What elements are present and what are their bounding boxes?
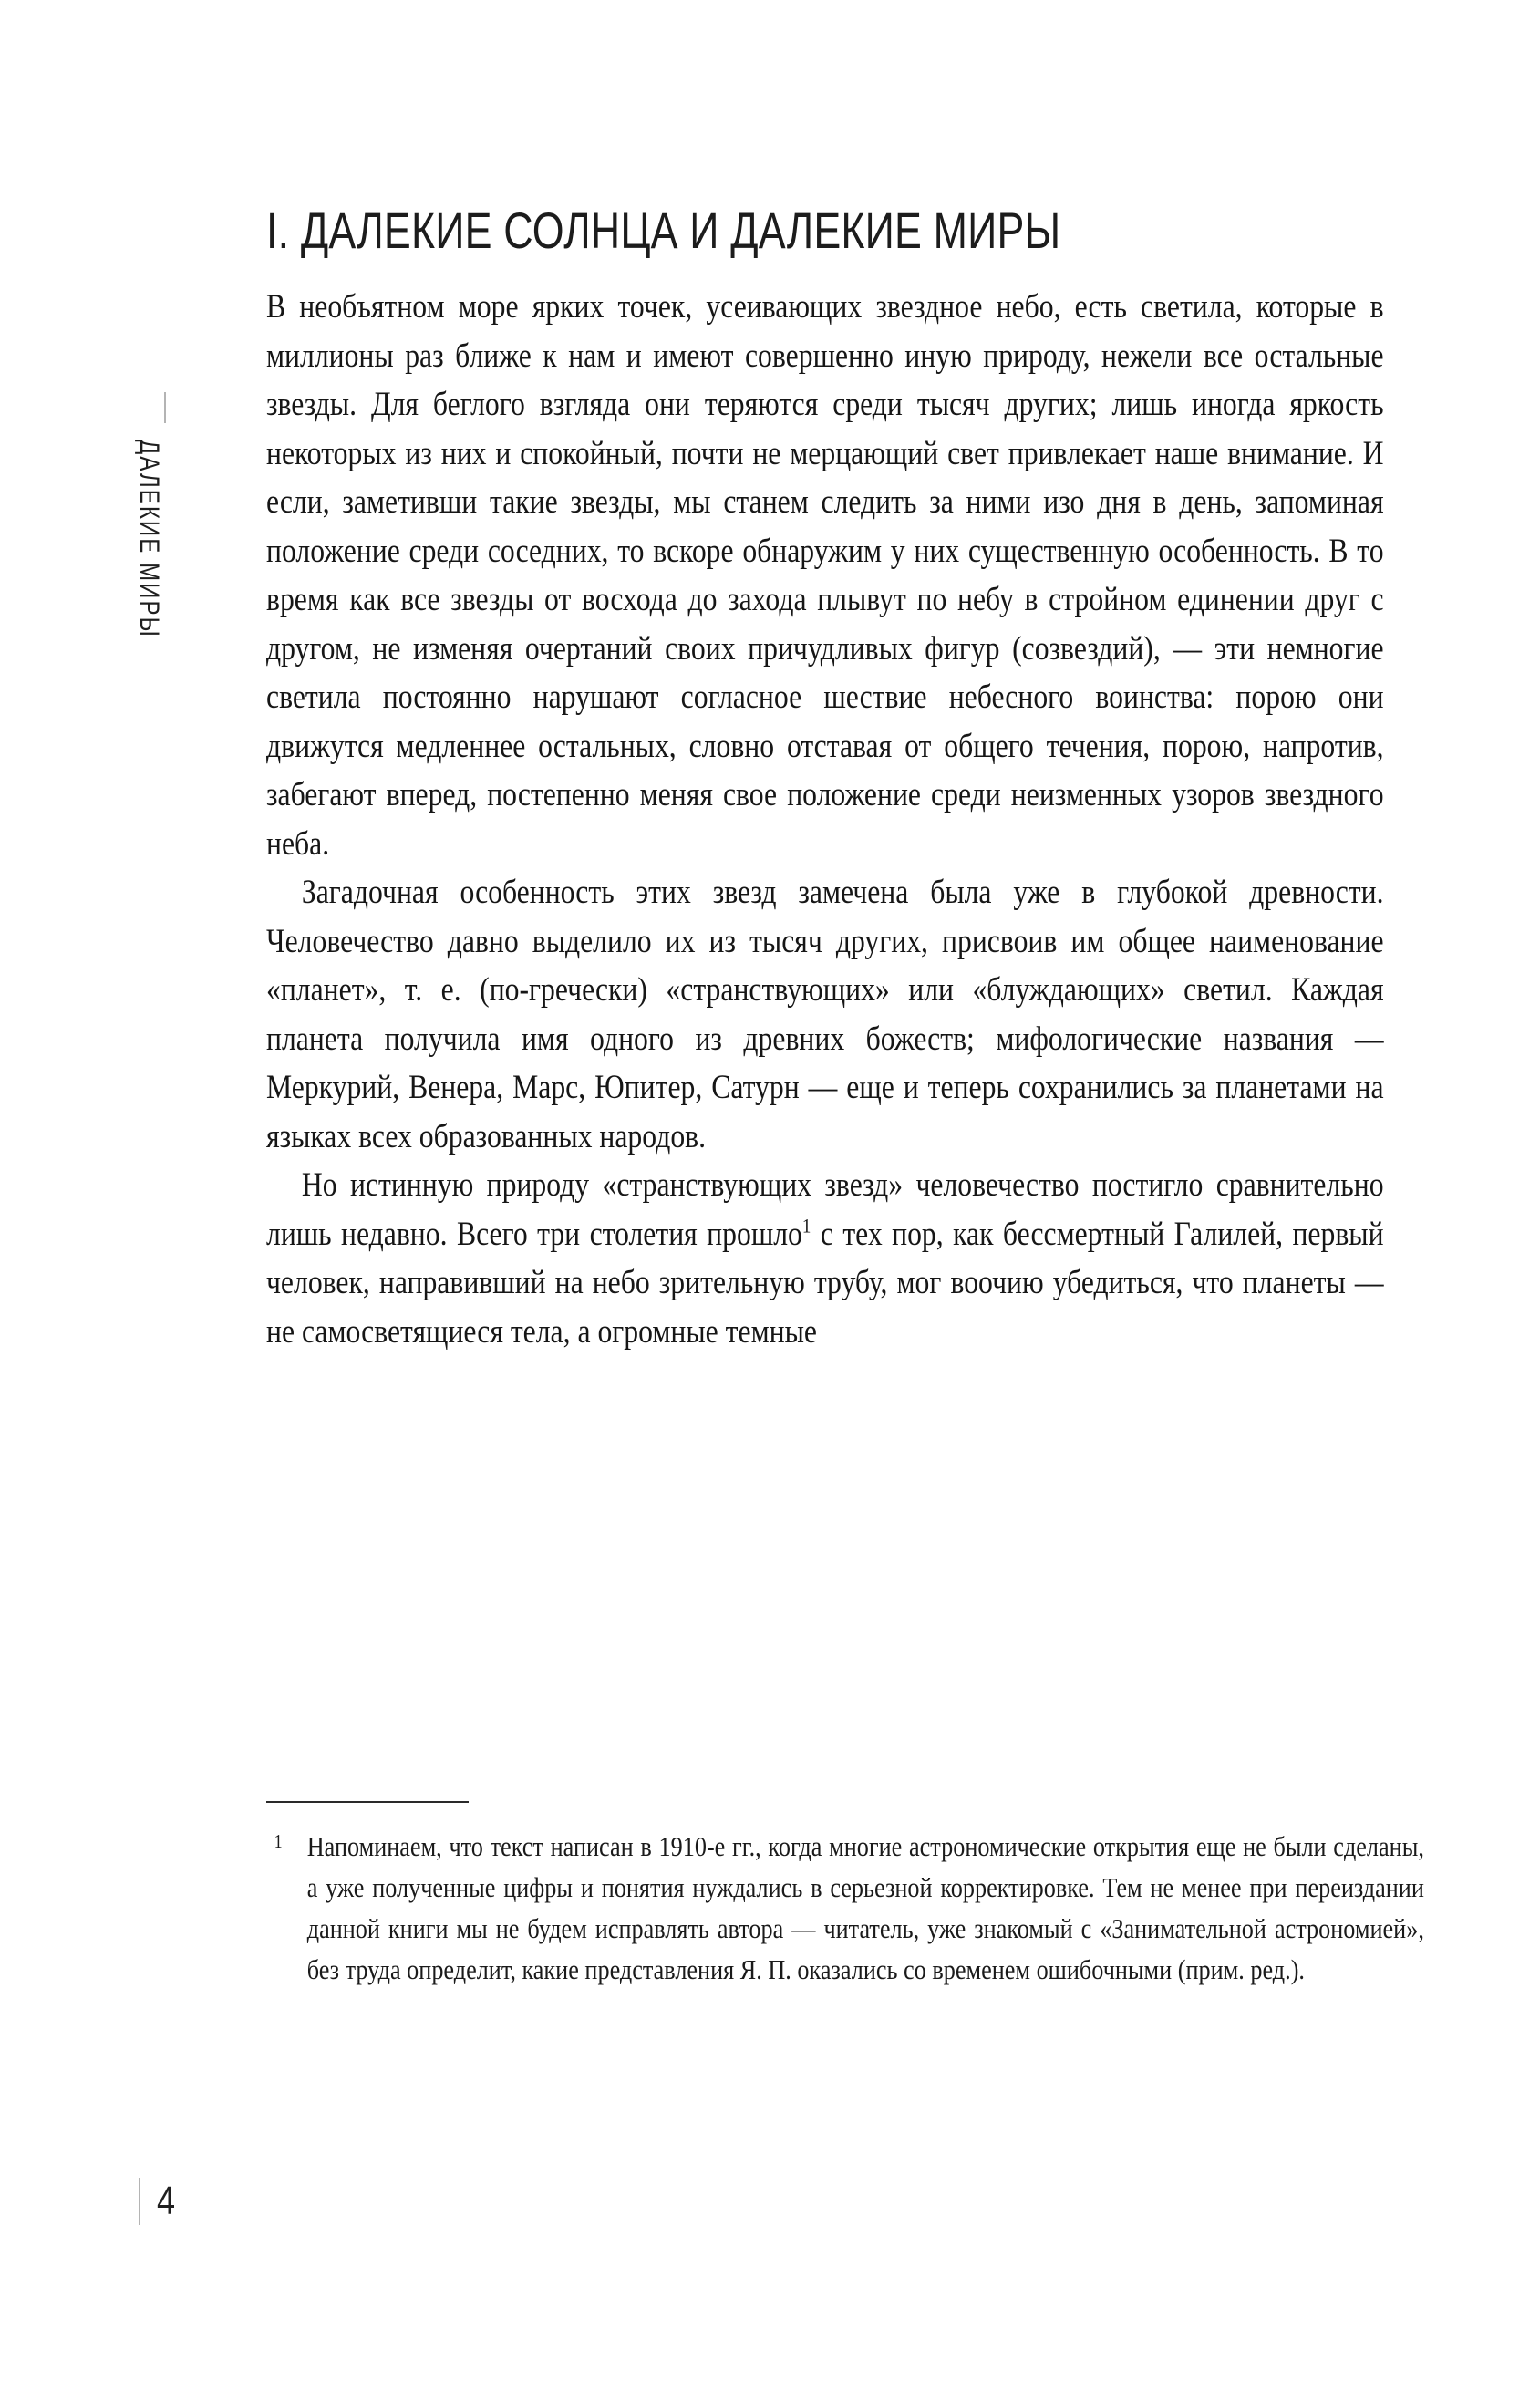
footnote-text: Напоминаем, что текст написан в 1910-е гг., когда многие астрономические открытия еще не были сделаны, а уже полученные цифры и понятия нуждались в серьезной корректировке. Тем не менее при переиздании данной книги мы не будем исправлять автора — читатель, уже знакомый с «Занимательной астрономией», без труда определит, какие представления Я. П. оказались со временем ошибочными (прим. ред.). [306,1831,1424,1985]
footnote-reference-marker[interactable]: 1 [801,1214,811,1237]
body-paragraph-2: Загадочная особенность этих звезд замечена была уже в глубокой древности. Человечество давно выделило их из тысяч других, присвоив им общее наименование «планет», т. е. (по-гречески) «странствующих» или «блуждающих» светил. Каждая планета получила имя одного из древних божеств; мифологические названия — Меркурий, Венера, Марс, Юпитер, Сатурн — еще и теперь сохранились за планетами на языках всех образованных народов. [266,874,1384,1155]
page-number: 4 [157,2179,176,2223]
paragraph-text-before-footnote: Но истинную природу «странствующих звезд» человечество постигло сравнительно лишь недавно. Всего три столетия прошло [266,1166,1384,1253]
chapter-title: I. ДАЛЕКИЕ СОЛНЦА И ДАЛЕКИЕ МИРЫ [266,201,1061,259]
footnote-entry [266,1827,1424,1991]
running-head [134,392,191,903]
paragraph-text-after-footnote: с тех пор, как бессмертный Галилей, первый человек, направивший на небо зрительную трубу, мог воочию убедиться, что планеты — не самосветящиеся тела, а огромные темные [266,1215,1384,1351]
running-head-rule [164,392,166,423]
body-column [266,283,1384,1356]
footnote-number: 1 [274,1830,283,1852]
body-paragraph-1: В необъятном море ярких точек, усеивающих звездное небо, есть светила, которые в миллионы раз ближе к нам и имеют совершенно иную природу, нежели все остальные звезды. Для беглого взгляда они теряются среди тысяч других; лишь иногда яркость некоторых из них и спокойный, почти не мерцающий свет привлекает наше внимание. И если, заметивши такие звезды, мы станем следить за ними изо дня в день, запоминая положение среди соседних, то вскоре обнаружим у них существенную особенность. В то время как все звезды от восхода до захода плывут по небу в стройном единении друг с другом, не изменяя очертаний своих причудливых фигур (созвездий), — эти немногие светила постоянно нарушают согласное шествие небесного воинства: порою они движутся медленнее остальных, словно отставая от общего течения, порою, напротив, забегают вперед, постепенно меняя свое положение среди неизменных узоров звездного неба. [266,288,1384,863]
folio-rule [139,2178,140,2225]
footnote-separator-rule [266,1801,469,1803]
footnote-block [266,1801,1424,1991]
body-paragraph-3 [266,1161,1384,1356]
running-head-label: ДАЛЕКИЕ МИРЫ [134,440,164,638]
page-folio [139,2178,179,2225]
